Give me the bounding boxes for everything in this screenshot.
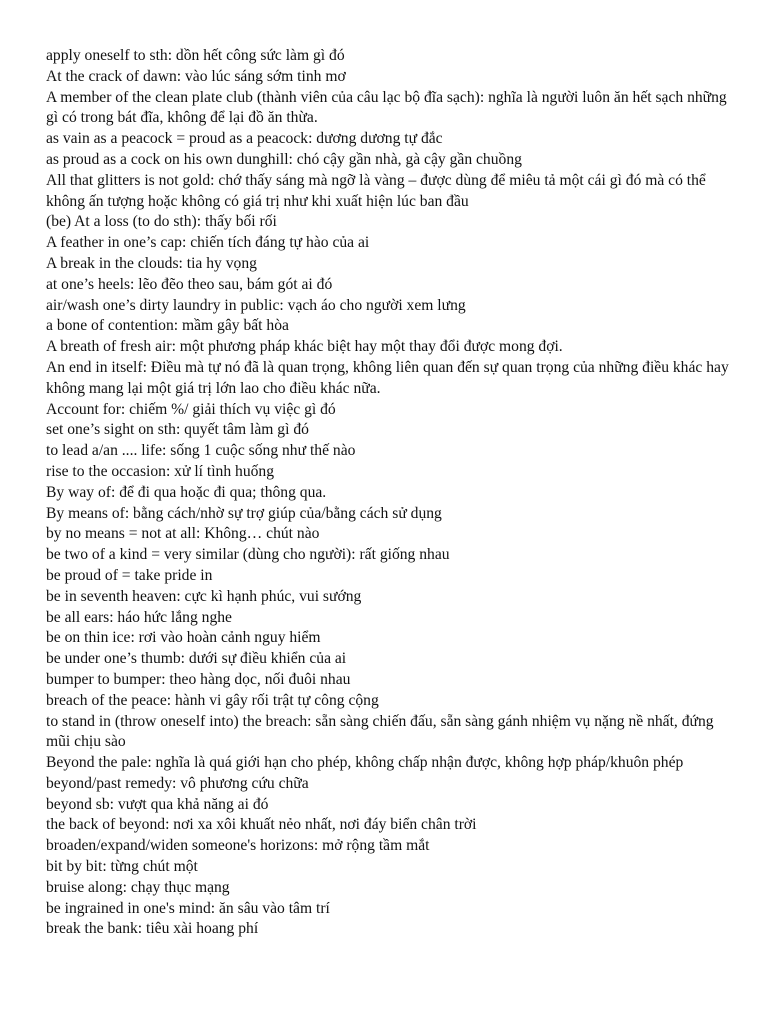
list-item: By way of: để đi qua hoặc đi qua; thông qua.	[46, 483, 327, 501]
list-item: a bone of contention: mầm gây bất hòa	[46, 317, 289, 335]
list-item: apply oneself to sth: dồn hết công sức làm gì đó	[46, 47, 345, 64]
list-item: to lead a/an .... life: sống 1 cuộc sống như thế nào	[46, 442, 356, 460]
document-page	[46, 46, 736, 940]
list-item: An end in itself: Điều mà tự nó đã là quan trọng, không liên quan đến sự quan trọng của những điều khác hay không mang lại một giá trị lớn lao cho điều khác nữa.	[46, 358, 729, 397]
list-item: A member of the clean plate club (thành viên của câu lạc bộ đĩa sạch): nghĩa là người luôn ăn hết sạch những gì có trong bát đĩa, không để lại đồ ăn thừa.	[46, 88, 727, 127]
list-item: (be) At a loss (to do sth): thấy bối rối	[46, 213, 277, 231]
list-item: bumper to bumper: theo hàng dọc, nối đuôi nhau	[46, 670, 351, 688]
list-item: By means of: bằng cách/nhờ sự trợ giúp của/bằng cách sử dụng	[46, 504, 442, 522]
list-item: bit by bit: từng chút một	[46, 858, 198, 876]
list-item: Beyond the pale: nghĩa là quá giới hạn cho phép, không chấp nhận được, không hợp pháp/khuôn phép	[46, 754, 684, 772]
list-item: bruise along: chạy thục mạng	[46, 878, 230, 896]
list-item: the back of beyond: nơi xa xôi khuất nẻo nhất, nơi đáy biển chân trời	[46, 816, 477, 834]
list-item: At the crack of dawn: vào lúc sáng sớm tinh mơ	[46, 67, 346, 85]
list-item: rise to the occasion: xử lí tình huống	[46, 462, 275, 480]
list-item: be proud of = take pride in	[46, 566, 213, 584]
list-item: be under one’s thumb: dưới sự điều khiển của ai	[46, 650, 347, 668]
list-item: All that glitters is not gold: chớ thấy sáng mà ngỡ là vàng – được dùng để miêu tả một cái gì đó mà có thể không ấn tượng hoặc không có giá trị như khi xuất hiện lúc ban đầu	[46, 171, 706, 210]
list-item: break the bank: tiêu xài hoang phí	[46, 920, 259, 938]
list-item: as vain as a peacock = proud as a peacock: dương dương tự đắc	[46, 130, 443, 148]
list-item: to stand in (throw oneself into) the breach: sẵn sàng chiến đấu, sẵn sàng gánh nhiệm vụ nặng nề nhất, đứng mũi chịu sào	[46, 712, 714, 751]
list-item: at one’s heels: lẽo đẽo theo sau, bám gót ai đó	[46, 275, 333, 293]
list-item: be on thin ice: rơi vào hoàn cảnh nguy hiểm	[46, 629, 321, 647]
list-item: be in seventh heaven: cực kì hạnh phúc, vui sướng	[46, 587, 362, 605]
list-item: Account for: chiếm %/ giải thích vụ việc gì đó	[46, 400, 336, 418]
list-item: set one’s sight on sth: quyết tâm làm gì đó	[46, 421, 309, 439]
list-item: be all ears: háo hức lắng nghe	[46, 608, 232, 626]
list-item: be two of a kind = very similar (dùng cho người): rất giống nhau	[46, 546, 450, 564]
list-item: A feather in one’s cap: chiến tích đáng tự hào của ai	[46, 234, 370, 252]
list-item: beyond sb: vượt qua khả năng ai đó	[46, 795, 269, 813]
list-item: broaden/expand/widen someone's horizons: mở rộng tầm mắt	[46, 837, 430, 855]
list-item: A break in the clouds: tia hy vọng	[46, 254, 257, 272]
list-item: by no means = not at all: Không… chút nào	[46, 525, 320, 543]
list-item: air/wash one’s dirty laundry in public: vạch áo cho người xem lưng	[46, 296, 466, 314]
list-item: A breath of fresh air: một phương pháp khác biệt hay một thay đổi được mong đợi.	[46, 338, 563, 356]
list-item: be ingrained in one's mind: ăn sâu vào tâm trí	[46, 899, 330, 917]
list-item: as proud as a cock on his own dunghill: chó cậy gần nhà, gà cậy gần chuồng	[46, 150, 522, 168]
list-item: breach of the peace: hành vi gây rối trật tự công cộng	[46, 691, 379, 709]
list-item: beyond/past remedy: vô phương cứu chữa	[46, 774, 309, 792]
